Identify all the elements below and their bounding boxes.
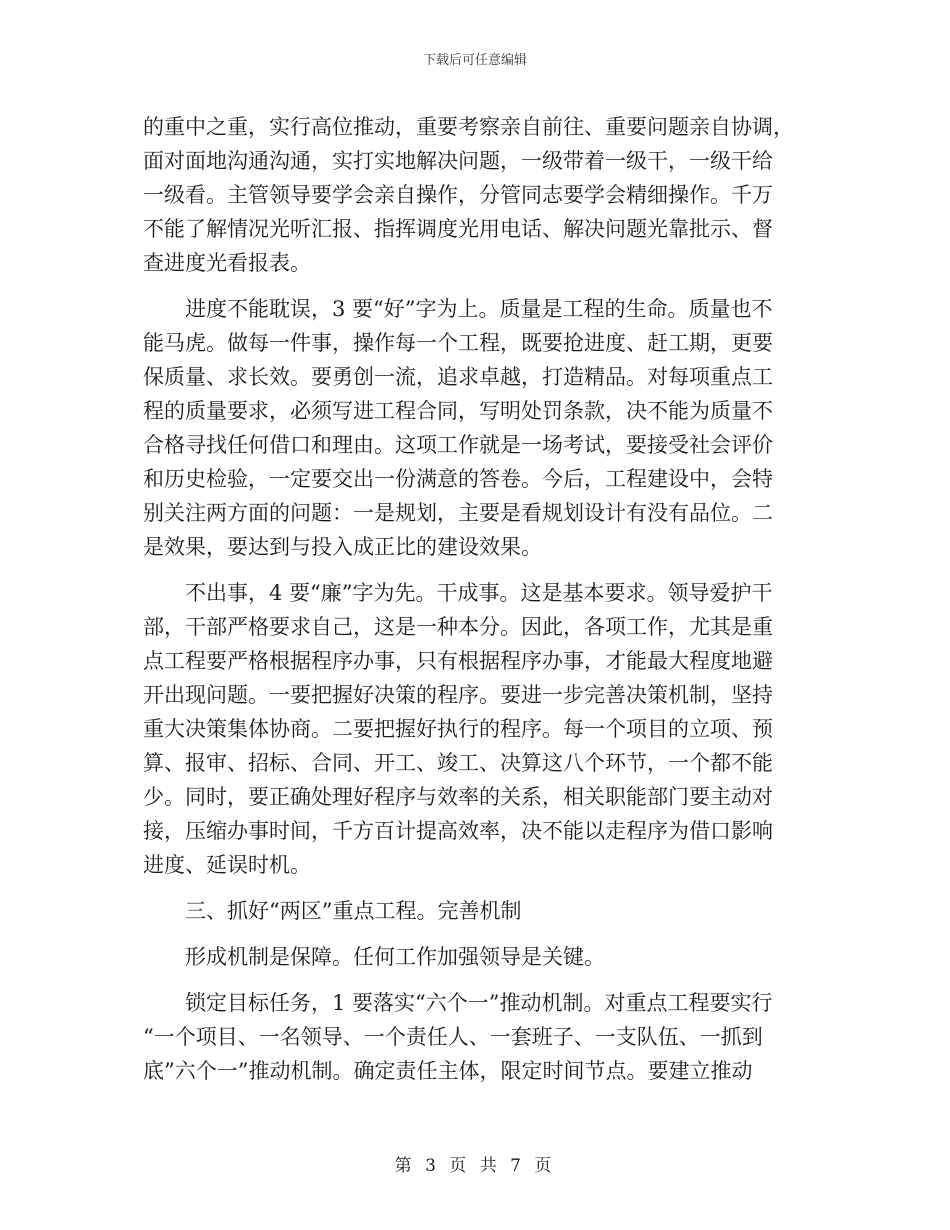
text-line: 底”六个一”推动机制。确定责任主体，限定时间节点。要建立推动 xyxy=(143,1059,753,1083)
text-line: 程的质量要求，必须写进工程合同，写明处罚条款，决不能为质量不 xyxy=(143,399,773,423)
text-line: 面对面地沟通沟通，实打实地解决问题，一级带着一级干，一级干给 xyxy=(143,149,773,173)
text-line: 算、报审、招标、合同、开工、竣工、决算这八个环节，一个都不能 xyxy=(143,751,773,775)
section-heading: 三、抓好“两区”重点工程。完善机制 xyxy=(143,899,522,923)
text-line: 进度不能耽误，3 要“好”字为上。质量是工程的生命。质量也不 xyxy=(143,297,773,321)
text-line: 点工程要严格根据程序办事，只有根据程序办事，才能最大程度地避 xyxy=(143,649,773,673)
text-line: 保质量、求长效。要勇创一流，追求卓越，打造精品。对每项重点工 xyxy=(143,365,773,389)
text-line: 不能了解情况光听汇报、指挥调度光用电话、解决问题光靠批示、督 xyxy=(143,217,773,241)
text-line: “一个项目、一名领导、一个责任人、一套班子、一支队伍、一抓到 xyxy=(143,1025,763,1049)
text-line: 重大决策集体协商。二要把握好执行的程序。每一个项目的立项、预 xyxy=(143,717,773,741)
text-line: 开出现问题。一要把握好决策的程序。要进一步完善决策机制，坚持 xyxy=(143,683,773,707)
text-line: 锁定目标任务，1 要落实“六个一”推动机制。对重点工程要实行 xyxy=(143,991,773,1015)
text-line: 合格寻找任何借口和理由。这项工作就是一场考试，要接受社会评价 xyxy=(143,433,773,457)
text-line: 不出事，4 要“廉”字为先。干成事。这是基本要求。领导爱护干 xyxy=(143,581,773,605)
text-line: 和历史检验，一定要交出一份满意的答卷。今后，工程建设中，会特 xyxy=(143,467,773,491)
text-line: 形成机制是保障。任何工作加强领导是关键。 xyxy=(143,945,605,969)
text-line: 进度、延误时机。 xyxy=(143,853,311,877)
text-line: 接，压缩办事时间，千方百计提高效率，决不能以走程序为借口影响 xyxy=(143,819,773,843)
text-line: 别关注两方面的问题：一是规划，主要是看规划设计有没有品位。二 xyxy=(143,501,773,525)
text-line: 一级看。主管领导要学会亲自操作，分管同志要学会精细操作。千万 xyxy=(143,183,773,207)
page-footer: 第 3 页 共 7 页 xyxy=(394,1156,556,1176)
text-line: 少。同时，要正确处理好程序与效率的关系，相关职能部门要主动对 xyxy=(143,785,773,809)
text-line: 的重中之重，实行高位推动，重要考察亲自前往、重要问题亲自协调， xyxy=(143,115,794,139)
text-line: 部，干部严格要求自己，这是一种本分。因此，各项工作，尤其是重 xyxy=(143,615,773,639)
text-line: 能马虎。做每一件事，操作每一个工程，既要抢进度、赶工期，更要 xyxy=(143,331,773,355)
text-line: 查进度光看报表。 xyxy=(143,251,311,275)
page-header: 下载后可任意编辑 xyxy=(422,53,527,68)
text-line: 是效果，要达到与投入成正比的建设效果。 xyxy=(143,535,542,559)
